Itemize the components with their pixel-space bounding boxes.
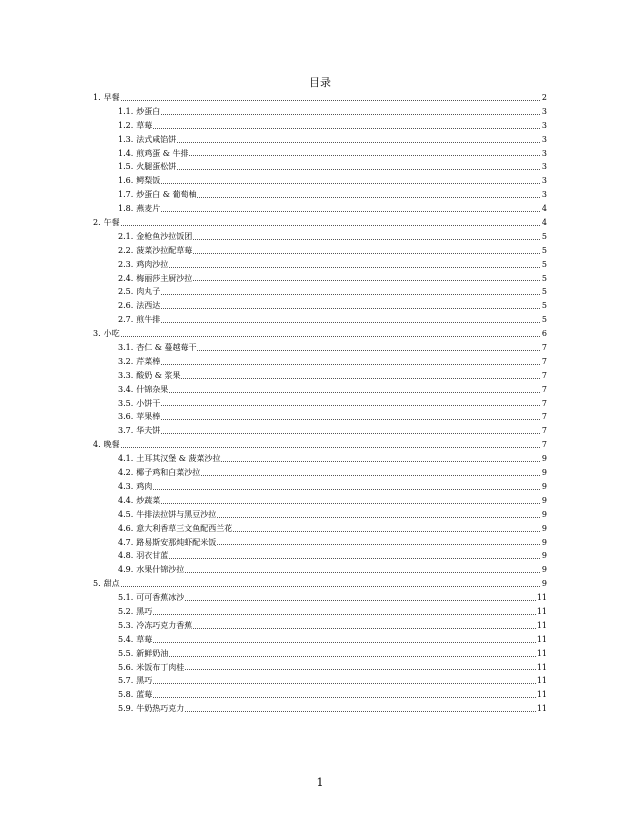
toc-item-row[interactable]	[93, 383, 547, 397]
toc-entry-label: 炒蛋白 & 葡萄柚	[136, 190, 197, 200]
toc-entry-page: 11	[536, 676, 547, 686]
toc-entry-number: 5.5.	[118, 648, 134, 658]
toc-entry-label: 意大利香草三文鱼配西兰花	[136, 523, 233, 533]
toc-dot-leader	[169, 655, 536, 657]
toc-item-row[interactable]	[93, 313, 547, 327]
toc-dot-leader	[121, 335, 540, 337]
toc-entry-page: 6	[541, 329, 547, 339]
toc-entry-number: 3.6.	[118, 412, 134, 422]
toc-dot-leader	[153, 488, 540, 490]
toc-entry-label: 炒蛋白	[136, 106, 161, 116]
toc-dot-leader	[161, 432, 540, 434]
toc-dot-leader	[153, 641, 536, 643]
toc-entry-label: 燕麦片	[136, 204, 161, 214]
toc-entry-page: 7	[541, 412, 547, 422]
toc-entry-number: 4.3.	[118, 481, 134, 491]
toc-section-row[interactable]	[93, 91, 547, 105]
toc-item-row[interactable]	[93, 466, 547, 480]
toc-entry-number: 4.8.	[118, 551, 134, 561]
toc-entry-label: 牛奶热巧克力	[136, 704, 185, 714]
toc-item-row[interactable]	[93, 536, 547, 550]
toc-dot-leader	[121, 446, 540, 448]
toc-entry-label: 羽衣甘蓝	[136, 551, 169, 561]
toc-entry-label: 苹果棒	[136, 412, 161, 422]
toc-entry-number: 5.1.	[118, 593, 134, 603]
toc-entry-page: 2	[541, 93, 547, 102]
toc-dot-leader	[161, 210, 540, 212]
toc-dot-leader	[161, 418, 540, 420]
toc-dot-leader	[177, 168, 540, 170]
toc-entry-page: 7	[541, 343, 547, 353]
toc-entry-number: 1.1.	[118, 106, 134, 116]
toc-entry-label: 肉丸子	[136, 287, 161, 297]
toc-item-row[interactable]	[93, 522, 547, 536]
toc-entry-number: 5.7.	[118, 676, 134, 686]
toc-entry-page: 9	[541, 537, 547, 547]
toc-dot-leader	[161, 404, 540, 406]
toc-entry-number: 1.2.	[118, 120, 134, 130]
toc-item-row[interactable]	[93, 605, 547, 619]
toc-entry-page: 9	[541, 551, 547, 561]
toc-entry-number: 4.7.	[118, 537, 134, 547]
toc-dot-leader	[233, 530, 540, 532]
toc-dot-leader	[193, 252, 540, 254]
toc-dot-leader	[193, 238, 540, 240]
toc-entry-page: 11	[536, 606, 547, 616]
toc-entry-number: 5.2.	[118, 606, 134, 616]
toc-dot-leader	[185, 710, 536, 712]
toc-entry-page: 5	[541, 231, 547, 241]
toc-dot-leader	[121, 585, 540, 587]
toc-entry-number: 5.	[93, 579, 101, 589]
toc-dot-leader	[197, 196, 540, 198]
toc-item-row[interactable]	[93, 508, 547, 522]
toc-entry-number: 3.5.	[118, 398, 134, 408]
toc-entry-label: 什锦杂果	[136, 384, 169, 394]
toc-entry-label: 路易斯安那炖虾配米饭	[136, 537, 217, 547]
toc-entry-label: 早餐	[103, 93, 120, 102]
toc-dot-leader	[153, 127, 540, 129]
toc-item-row[interactable]	[93, 188, 547, 202]
toc-entry-page: 9	[541, 509, 547, 519]
toc-entry-page: 11	[536, 662, 547, 672]
toc-entry-page: 11	[536, 648, 547, 658]
toc-item-row[interactable]	[93, 452, 547, 466]
toc-dot-leader	[161, 307, 540, 309]
toc-entry-page: 3	[541, 106, 547, 116]
toc-entry-number: 5.4.	[118, 634, 134, 644]
toc-dot-leader	[201, 474, 540, 476]
toc-entry-page: 11	[536, 620, 547, 630]
toc-item-row[interactable]	[93, 174, 547, 188]
toc-entry-number: 2.2.	[118, 245, 134, 255]
toc-item-row[interactable]	[93, 591, 547, 605]
toc-entry-label: 黑巧	[136, 606, 153, 616]
toc-dot-leader	[161, 502, 540, 504]
toc-item-row[interactable]	[93, 119, 547, 133]
toc-item-row[interactable]	[93, 549, 547, 563]
toc-item-row[interactable]	[93, 647, 547, 661]
toc-entry-page: 9	[541, 495, 547, 505]
toc-item-row[interactable]	[93, 633, 547, 647]
toc-entry-number: 2.4.	[118, 273, 134, 283]
toc-entry-number: 1.6.	[118, 176, 134, 186]
toc-dot-leader	[217, 543, 540, 545]
toc-entry-page: 9	[541, 579, 547, 589]
toc-entry-label: 土耳其汉堡 & 菠菜沙拉	[136, 454, 221, 464]
toc-entry-number: 1.	[93, 93, 101, 102]
toc-entry-number: 3.1.	[118, 343, 134, 353]
toc-item-row[interactable]	[93, 202, 547, 216]
toc-entry-label: 鳄梨饭	[136, 176, 161, 186]
toc-item-row[interactable]	[93, 563, 547, 577]
toc-entry-page: 3	[541, 120, 547, 130]
toc-dot-leader	[189, 154, 540, 156]
toc-entry-label: 小吃	[103, 329, 120, 339]
toc-entry-page: 9	[541, 565, 547, 575]
toc-entry-label: 华夫饼	[136, 426, 161, 436]
toc-entry-number: 2.1.	[118, 231, 134, 241]
toc-entry-label: 黑巧	[136, 676, 153, 686]
toc-entry-label: 新鲜奶油	[136, 648, 169, 658]
toc-entry-label: 炒蔬菜	[136, 495, 161, 505]
toc-entry-page: 7	[541, 370, 547, 380]
toc-entry-number: 2.6.	[118, 301, 134, 311]
toc-dot-leader	[161, 113, 540, 115]
toc-entry-page: 9	[541, 468, 547, 478]
toc-entry-label: 晚餐	[103, 440, 120, 450]
toc-entry-label: 芹菜棒	[136, 356, 161, 366]
toc-entry-label: 午餐	[103, 218, 120, 228]
toc-dot-leader	[153, 613, 536, 615]
toc-entry-label: 水果什锦沙拉	[136, 565, 185, 575]
toc-item-row[interactable]	[93, 688, 547, 702]
toc-entry-number: 5.8.	[118, 690, 134, 700]
toc-entry-page: 11	[536, 704, 547, 714]
toc-entry-page: 5	[541, 287, 547, 297]
toc-item-row[interactable]	[93, 105, 547, 119]
toc-entry-label: 冷冻巧克力香蕉	[136, 620, 193, 630]
toc-entry-label: 火腿蛋松饼	[136, 162, 177, 172]
toc-entry-number: 1.4.	[118, 148, 134, 158]
toc-entry-number: 3.2.	[118, 356, 134, 366]
toc-dot-leader	[197, 349, 540, 351]
toc-entry-page: 9	[541, 454, 547, 464]
toc-entry-number: 3.4.	[118, 384, 134, 394]
toc-dot-leader	[121, 99, 540, 101]
toc-entry-label: 草莓	[136, 634, 153, 644]
toc-entry-page: 5	[541, 315, 547, 325]
toc-item-row[interactable]	[93, 341, 547, 355]
toc-dot-leader	[169, 557, 540, 559]
toc-item-row[interactable]	[93, 355, 547, 369]
toc-entry-page: 5	[541, 245, 547, 255]
toc-entry-number: 4.5.	[118, 509, 134, 519]
toc-item-row[interactable]	[93, 133, 547, 147]
toc-entry-number: 4.1.	[118, 454, 134, 464]
toc-entry-number: 1.5.	[118, 162, 134, 172]
toc-dot-leader	[161, 182, 540, 184]
toc-dot-leader	[153, 682, 536, 684]
toc-dot-leader	[161, 293, 540, 295]
toc-entry-number: 3.3.	[118, 370, 134, 380]
toc-entry-label: 牛排法拉饼与黑豆沙拉	[136, 509, 217, 519]
toc-section-row[interactable]	[93, 327, 547, 341]
toc-entry-label: 米饭布丁肉桂	[136, 662, 185, 672]
toc-entry-page: 9	[541, 523, 547, 533]
toc-entry-label: 草莓	[136, 120, 153, 130]
toc-list	[93, 91, 547, 716]
toc-entry-label: 法式咸馅饼	[136, 134, 177, 144]
toc-item-row[interactable]	[93, 258, 547, 272]
toc-entry-number: 1.3.	[118, 134, 134, 144]
toc-entry-number: 4.4.	[118, 495, 134, 505]
toc-entry-label: 甜点	[103, 579, 120, 589]
toc-entry-number: 2.7.	[118, 315, 134, 325]
toc-entry-number: 4.	[93, 440, 101, 450]
toc-entry-number: 4.2.	[118, 468, 134, 478]
toc-dot-leader	[153, 696, 536, 698]
toc-dot-leader	[169, 391, 540, 393]
toc-dot-leader	[185, 599, 536, 601]
toc-section-row[interactable]	[93, 216, 547, 230]
toc-entry-page: 3	[541, 176, 547, 186]
toc-item-row[interactable]	[93, 619, 547, 633]
toc-entry-number: 5.6.	[118, 662, 134, 672]
toc-entry-page: 11	[536, 634, 547, 644]
toc-entry-page: 5	[541, 301, 547, 311]
toc-entry-label: 梅丽莎主厨沙拉	[136, 273, 193, 283]
toc-entry-page: 11	[536, 690, 547, 700]
toc-entry-label: 菠菜沙拉配草莓	[136, 245, 193, 255]
toc-entry-label: 金枪鱼沙拉饭团	[136, 231, 193, 241]
toc-dot-leader	[185, 668, 536, 670]
toc-entry-number: 5.3.	[118, 620, 134, 630]
toc-dot-leader	[217, 516, 540, 518]
toc-item-row[interactable]	[93, 424, 547, 438]
toc-entry-number: 1.8.	[118, 204, 134, 214]
toc-entry-page: 7	[541, 426, 547, 436]
toc-entry-label: 杏仁 & 蔓越莓干	[136, 343, 197, 353]
toc-dot-leader	[181, 377, 540, 379]
toc-entry-label: 煎鸡蛋 & 牛排	[136, 148, 189, 158]
toc-dot-leader	[169, 266, 540, 268]
toc-entry-page: 4	[541, 204, 547, 214]
toc-item-row[interactable]	[93, 285, 547, 299]
toc-item-row[interactable]	[93, 230, 547, 244]
toc-entry-page: 5	[541, 273, 547, 283]
toc-item-row[interactable]	[93, 244, 547, 258]
toc-entry-label: 酸奶 & 浆果	[136, 370, 181, 380]
toc-entry-page: 7	[541, 398, 547, 408]
toc-entry-page: 3	[541, 162, 547, 172]
toc-item-row[interactable]	[93, 494, 547, 508]
toc-entry-page: 3	[541, 148, 547, 158]
toc-dot-leader	[161, 363, 540, 365]
toc-section-row[interactable]	[93, 438, 547, 452]
toc-section-row[interactable]	[93, 577, 547, 591]
toc-item-row[interactable]	[93, 702, 547, 716]
toc-item-row[interactable]	[93, 299, 547, 313]
toc-dot-leader	[121, 224, 540, 226]
toc-dot-leader	[193, 627, 536, 629]
toc-entry-number: 5.9.	[118, 704, 134, 714]
toc-entry-label: 鸡肉	[136, 481, 153, 491]
toc-entry-label: 可可香蕉冰沙	[136, 593, 185, 603]
toc-entry-number: 2.3.	[118, 259, 134, 269]
toc-item-row[interactable]	[93, 410, 547, 424]
toc-entry-number: 2.5.	[118, 287, 134, 297]
page-number: 1	[316, 776, 324, 789]
toc-entry-page: 4	[541, 218, 547, 228]
toc-entry-page: 3	[541, 134, 547, 144]
toc-entry-number: 4.9.	[118, 565, 134, 575]
toc-item-row[interactable]	[93, 661, 547, 675]
toc-entry-page: 7	[541, 384, 547, 394]
toc-item-row[interactable]	[93, 397, 547, 411]
toc-entry-page: 11	[536, 593, 547, 603]
toc-entry-number: 4.6.	[118, 523, 134, 533]
toc-item-row[interactable]	[93, 160, 547, 174]
toc-dot-leader	[161, 321, 540, 323]
toc-entry-page: 5	[541, 259, 547, 269]
toc-item-row[interactable]	[93, 272, 547, 286]
toc-dot-leader	[177, 141, 540, 143]
toc-dot-leader	[185, 571, 540, 573]
toc-entry-number: 2.	[93, 218, 101, 228]
toc-item-row[interactable]	[93, 369, 547, 383]
toc-dot-leader	[221, 460, 540, 462]
toc-item-row[interactable]	[93, 674, 547, 688]
toc-entry-label: 小饼干	[136, 398, 161, 408]
toc-entry-number: 3.	[93, 329, 101, 339]
toc-entry-page: 7	[541, 440, 547, 450]
toc-entry-label: 蓝莓	[136, 690, 153, 700]
toc-dot-leader	[193, 279, 540, 281]
toc-item-row[interactable]	[93, 480, 547, 494]
toc-title: 目录	[309, 76, 331, 89]
toc-entry-page: 9	[541, 481, 547, 491]
toc-entry-number: 1.7.	[118, 190, 134, 200]
toc-entry-label: 煎牛排	[136, 315, 161, 325]
toc-item-row[interactable]	[93, 147, 547, 161]
toc-entry-label: 椰子鸡和白菜沙拉	[136, 468, 201, 478]
toc-entry-number: 3.7.	[118, 426, 134, 436]
toc-entry-label: 法西达	[136, 301, 161, 311]
toc-entry-label: 鸡肉沙拉	[136, 259, 169, 269]
toc-entry-page: 3	[541, 190, 547, 200]
toc-entry-page: 7	[541, 356, 547, 366]
